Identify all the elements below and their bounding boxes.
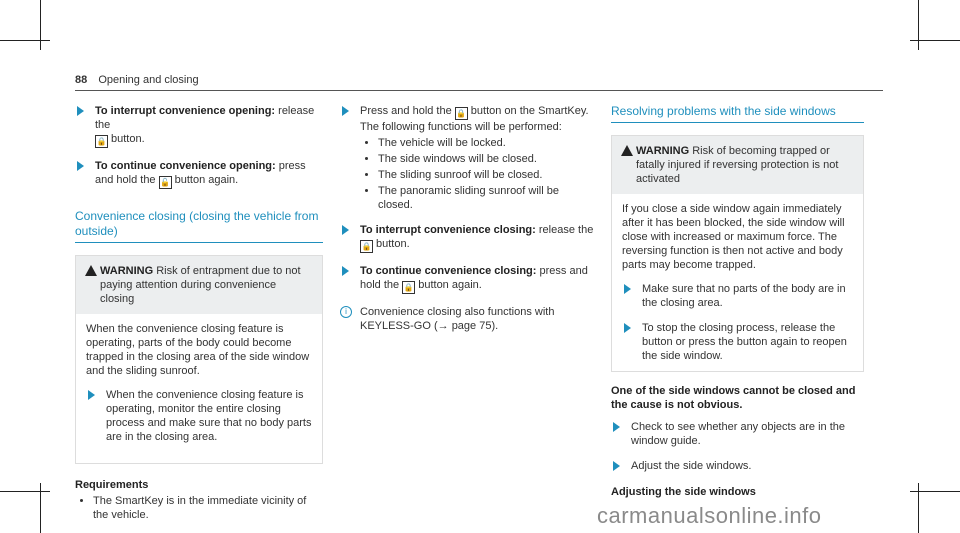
step [611, 459, 864, 473]
step [622, 321, 853, 363]
warning-body-text: When the convenience closing feature is operating, parts of the body could become trapped in the closing area of the side window and the sliding sunroof. [86, 323, 310, 377]
step-arrow-icon [342, 266, 349, 276]
step-bold: To continue convenience closing: [360, 265, 537, 277]
step-text: Make sure that no parts of the body are in the closing area. [642, 283, 846, 309]
crop-mark [910, 491, 960, 492]
section-title: Resolving problems with the side windows [611, 104, 864, 123]
step [75, 104, 323, 148]
lock-key-icon: 🔒 [96, 137, 107, 146]
warning-icon [85, 265, 97, 276]
step [340, 104, 595, 212]
step-text: Press and hold the [360, 105, 452, 117]
step-arrow-icon [613, 461, 620, 471]
step-text: press and hold the [360, 265, 588, 291]
step-arrow-icon [88, 390, 95, 400]
step [340, 223, 595, 253]
section-title: Convenience closing (closing the vehicle from outside) [75, 209, 323, 243]
step [622, 282, 853, 310]
step-subtext: The following functions will be performed: [360, 121, 562, 133]
column-2 [340, 104, 595, 333]
requirements-list [75, 494, 323, 522]
warning-text: Risk of entrapment due to not paying attention during convenience closing [100, 265, 301, 305]
unlock-key-icon: 🔓 [160, 178, 171, 187]
watermark: carmanualsonline.info [597, 503, 822, 528]
step-arrow-icon [342, 225, 349, 235]
step-text: button on the SmartKey. [470, 105, 589, 117]
step-text: Check to see whether any objects are in the window guide. [631, 421, 846, 447]
warning-body [76, 314, 322, 463]
step-bold: To interrupt convenience opening: [95, 105, 276, 117]
crop-mark [0, 40, 50, 41]
info-note [340, 305, 595, 333]
column-3 [611, 104, 864, 507]
step-text: release the [95, 105, 315, 131]
step-text: button again. [174, 174, 239, 186]
step-text: When the convenience closing feature is operating, monitor the entire closing process and make sure that no body parts are in the closing area. [106, 389, 312, 443]
step [75, 159, 323, 189]
crop-mark [40, 0, 41, 50]
lock-key-icon: 🔒 [361, 242, 372, 251]
info-text: Convenience closing also functions with KEYLESS-GO (→ page 75). [360, 306, 555, 332]
requirements-title: Requirements [75, 479, 149, 491]
warning-title: WARNING [100, 265, 154, 277]
warning-text: Risk of becoming trapped or fatally injured if reversing protection is not activated [636, 145, 839, 185]
crop-mark [918, 0, 919, 50]
step-arrow-icon [77, 161, 84, 171]
step-text: button. [111, 133, 145, 145]
step-arrow-icon [342, 106, 349, 116]
step [611, 420, 864, 448]
step-arrow-icon [624, 323, 631, 333]
step [340, 264, 595, 294]
step-text: Adjust the side windows. [631, 460, 752, 472]
lock-key-icon: 🔒 [403, 283, 414, 292]
step-arrow-icon [624, 284, 631, 294]
column-1 [75, 104, 323, 530]
list-item: • The SmartKey is in the immediate vicinity of the vehicle. [93, 494, 323, 522]
list-item: • The vehicle will be locked. [378, 136, 595, 150]
step-text: button. [376, 238, 410, 250]
warning-body-text: If you close a side window again immediately after it has been blocked, the side window will close with increased or maximum force. The reversing function is then not active and body parts may become trapped. [622, 203, 845, 271]
list-item: • The sliding sunroof will be closed. [378, 168, 595, 182]
list-item: • The side windows will be closed. [378, 152, 595, 166]
page-title: Opening and closing [98, 74, 199, 86]
step [86, 388, 312, 444]
header-divider [75, 90, 883, 91]
step-text: release the [538, 224, 594, 236]
warning-title: WARNING [636, 145, 690, 157]
step-text: press and hold the [95, 160, 306, 186]
page-header [75, 74, 883, 86]
warning-box [611, 135, 864, 372]
step-text: To stop the closing process, release the button or press the button again to reopen the side window. [642, 322, 847, 362]
step-bold: To continue convenience opening: [95, 160, 276, 172]
warning-body [612, 194, 863, 371]
warning-header [76, 256, 322, 314]
lock-key-icon: 🔒 [456, 109, 467, 118]
list-item: • The panoramic sliding sunroof will be closed. [378, 184, 595, 212]
page-number: 88 [75, 74, 88, 86]
step-arrow-icon [613, 422, 620, 432]
warning-icon [621, 145, 633, 156]
crop-mark [0, 491, 50, 492]
step-text: button again. [418, 279, 482, 291]
info-icon: i [340, 306, 352, 318]
subheading: Adjusting the side windows [611, 486, 756, 498]
warning-header [612, 136, 863, 194]
step-arrow-icon [77, 106, 84, 116]
function-list [360, 136, 595, 212]
subheading: One of the side windows cannot be closed and the cause is not obvious. [611, 385, 856, 411]
crop-mark [910, 40, 960, 41]
step-bold: To interrupt convenience closing: [360, 224, 536, 236]
warning-box [75, 255, 323, 464]
